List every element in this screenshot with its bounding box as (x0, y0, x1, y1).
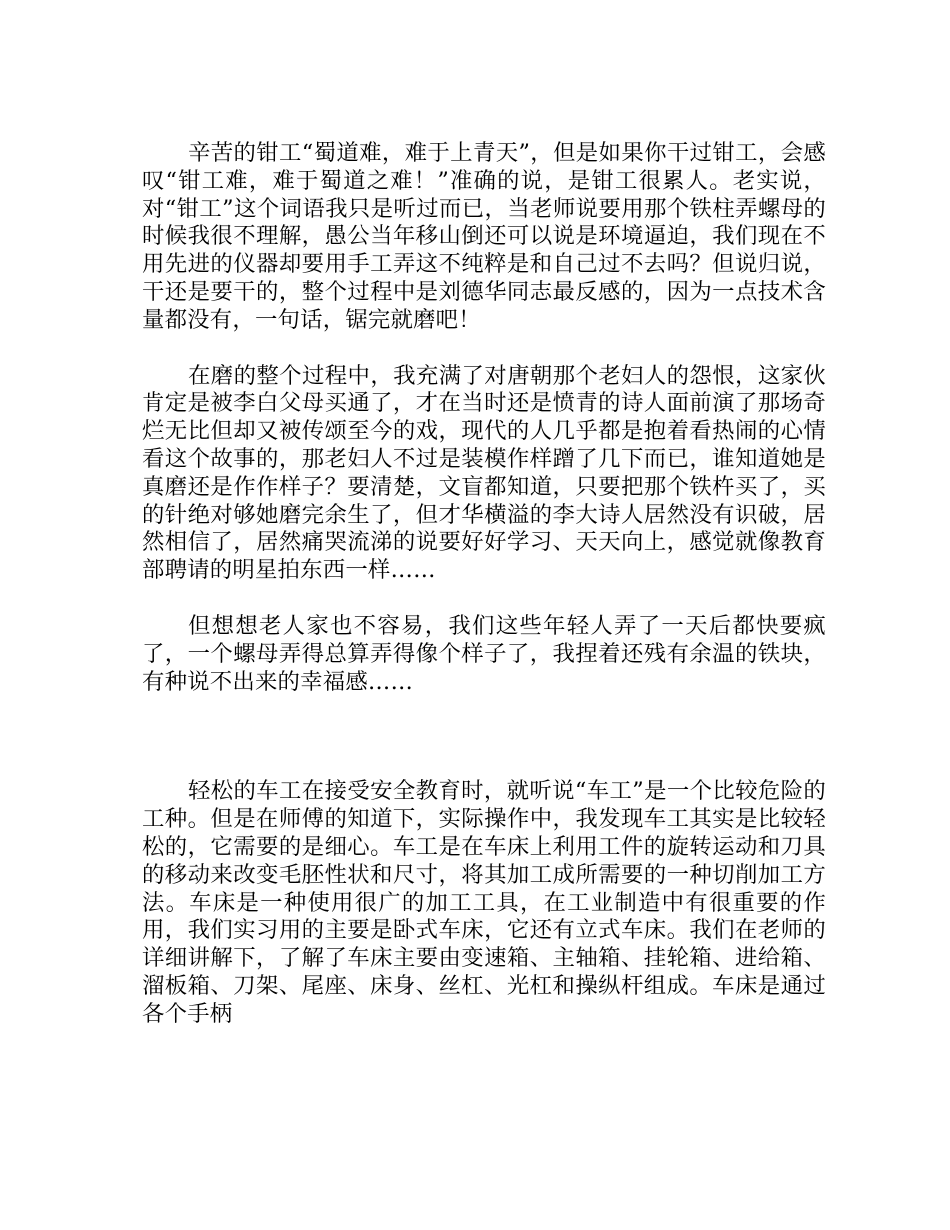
paragraph-happiness: 但想想老人家也不容易，我们这些年轻人弄了一天后都快要疯了，一个螺母弄得总算弄得像个样子了，我捏着还残有余温的铁块，有种说不出来的幸福感…… (142, 612, 826, 695)
document-body (142, 140, 826, 1029)
section-spacer (142, 696, 826, 778)
paragraph-spacer (142, 585, 826, 613)
paragraph-lathe-work: 轻松的车工在接受安全教育时，就听说“车工”是一个比较危险的工种。但是在师傅的知道下，实际操作中，我发现车工其实是比较轻松的，它需要的是细心。车工是在车床上利用工件的旋转运动和刀具的移动来改变毛胚性状和尺寸，将其加工成所需要的一种切削加工方法。车床是一种使用很广的加工工具，在工业制造中有很重要的作用，我们实习用的主要是卧式车床，它还有立式车床。我们在老师的详细讲解下，了解了车床主要由变速箱、主轴箱、挂轮箱、进给箱、溜板箱、刀架、尾座、床身、丝杠、光杠和操纵杆组成。车床是通过各个手柄 (142, 778, 826, 1027)
paragraph-spacer (142, 335, 826, 363)
paragraph-fitter-work: 辛苦的钳工“蜀道难，难于上青天”，但是如果你干过钳工，会感叹“钳工难，难于蜀道之难！”准确的说，是钳工很累人。老实说，对“钳工”这个词语我只是听过而已，当老师说要用那个铁柱弄螺母的时候我很不理解，愚公当年移山倒还可以说是环境逼迫，我们现在不用先进的仪器却要用手工弄这不纯粹是和自己过不去吗？但说归说，干还是要干的，整个过程中是刘德华同志最反感的，因为一点技术含量都没有，一句话，锯完就磨吧！ (142, 140, 826, 333)
paragraph-grinding: 在磨的整个过程中，我充满了对唐朝那个老妇人的怨恨，这家伙肯定是被李白父母买通了，才在当时还是愤青的诗人面前演了那场奇烂无比但却又被传颂至今的戏，现代的人几乎都是抱着看热闹的心情看这个故事的，那老妇人不过是装模作样蹭了几下而已，谁知道她是真磨还是作作样子？要清楚，文盲都知道，只要把那个铁杵买了，买的针绝对够她磨完余生了，但才华横溢的李大诗人居然没有识破，居然相信了，居然痛哭流涕的说要好好学习、天天向上，感觉就像教育部聘请的明星拍东西一样…… (142, 362, 826, 584)
